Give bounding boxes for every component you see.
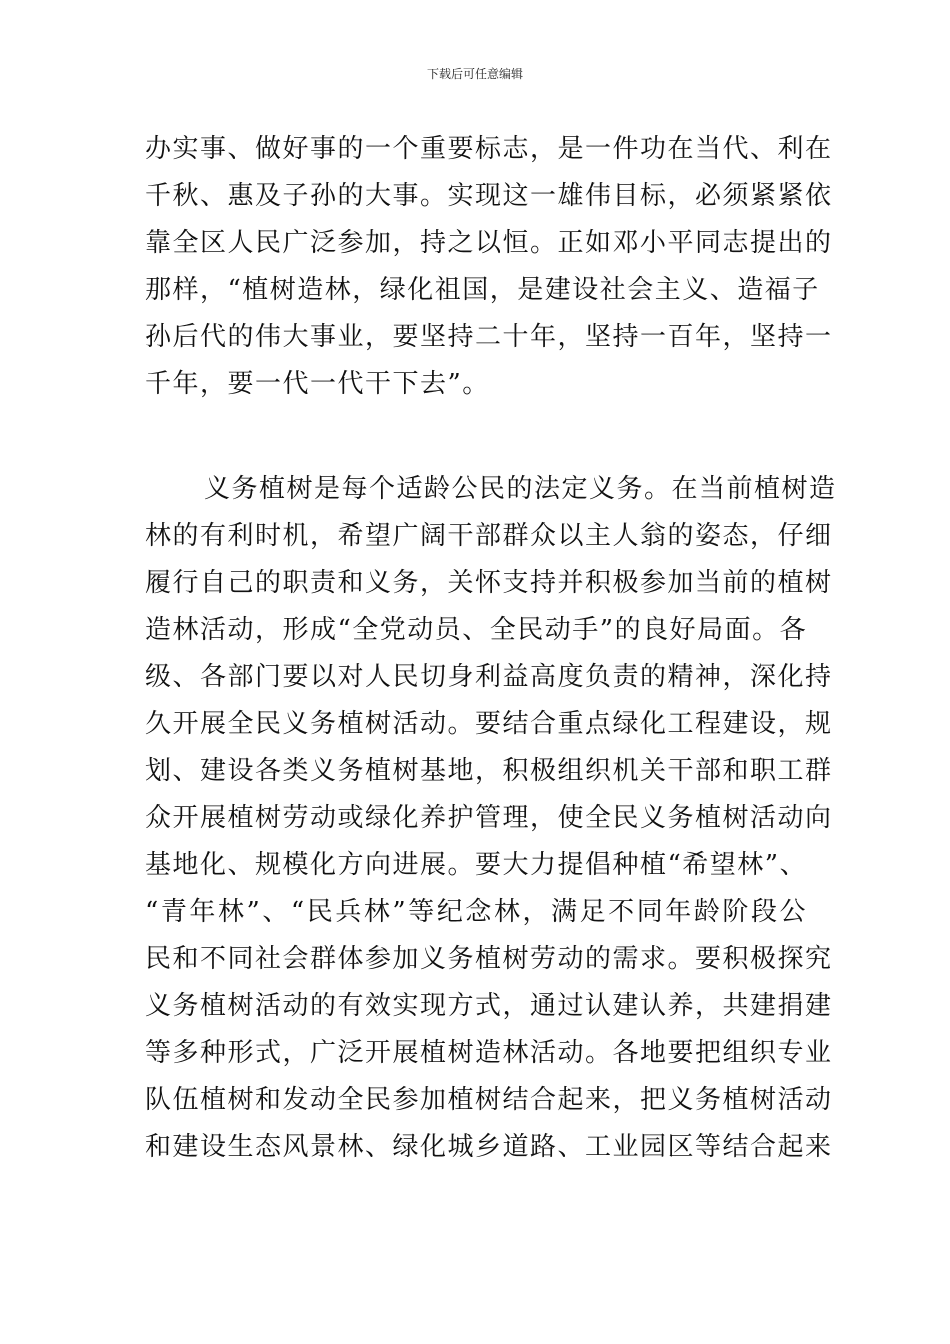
paragraph-line: 那样，“植树造林，绿化祖国，是建设社会主义、造福子 [145,275,820,305]
paragraph-line: 级、各部门要以对人民切身利益高度负责的精神，深化持 [145,662,833,692]
paragraph-2 [145,466,837,1171]
paragraph-line: 靠全区人民广泛参加，持之以恒。正如邓小平同志提出的 [145,228,833,258]
paragraph-line: 等多种形式，广泛开展植树造林活动。各地要把组织专业 [145,1038,833,1068]
paragraph-line: 孙后代的伟大事业，要坚持二十年，坚持一百年，坚持一 [145,322,833,352]
paragraph-line: 众开展植树劳动或绿化养护管理，使全民义务植树活动向 [145,803,833,833]
paragraph-line: 久开展全民义务植树活动。要结合重点绿化工程建设，规 [145,709,833,739]
paragraph-line: 队伍植树和发动全民参加植树结合起来，把义务植树活动 [145,1085,833,1115]
paragraph-line: “青年林”、“民兵林”等纪念林，满足不同年龄阶段公 [145,897,807,927]
paragraph-line: 千秋、惠及子孙的大事。实现这一雄伟目标，必须紧紧依 [145,181,833,211]
paragraph-line: 千年，要一代一代干下去”。 [145,369,490,399]
paragraph-line: 划、建设各类义务植树基地，积极组织机关干部和职工群 [145,756,833,786]
paragraph-line: 履行自己的职责和义务，关怀支持并积极参加当前的植树 [145,568,833,598]
paragraph-line: 和建设生态风景林、绿化城乡道路、工业园区等结合起来 [145,1132,833,1162]
page-header: 下载后可任意编辑 [426,67,523,81]
paragraph-line: 民和不同社会群体参加义务植树劳动的需求。要积极探究 [145,944,833,974]
paragraph-line: 义务植树活动的有效实现方式，通过认建认养，共建捐建 [145,991,833,1021]
paragraph-line: 造林活动，形成“全党动员、全民动手”的良好局面。各 [145,615,808,645]
paragraph-1 [145,126,833,408]
paragraph-line: 基地化、规模化方向进展。要大力提倡种植“希望林”、 [145,850,808,880]
paragraph-line: 义务植树是每个适龄公民的法定义务。在当前植树造 [204,474,837,504]
paragraph-line: 林的有利时机，希望广阔干部群众以主人翁的姿态，仔细 [145,521,833,551]
paragraph-line: 办实事、做好事的一个重要标志，是一件功在当代、利在 [145,134,833,164]
